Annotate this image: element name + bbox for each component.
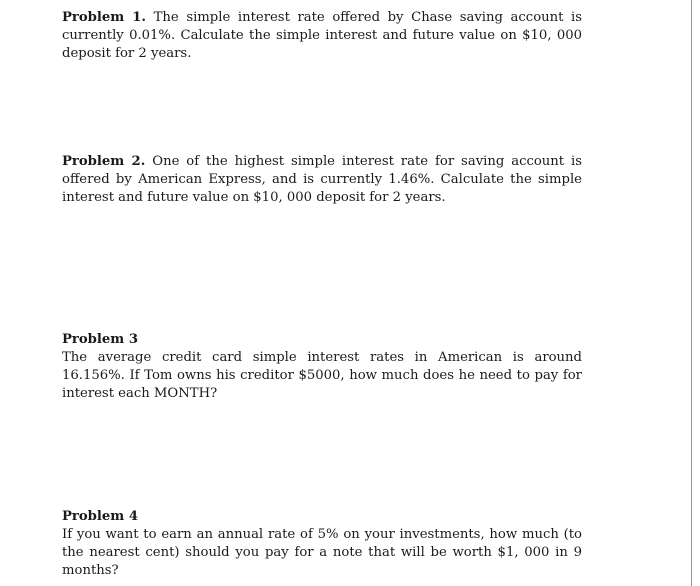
problem-1-text: The simple interest rate offered by Chase saving account is currently 0.01%. Calculate the simple interest and future value on $10, 000 deposit for 2 years.	[62, 10, 583, 61]
problem-2-text: One of the highest simple interest rate for saving account is offered by American Express, and is currently 1.46%. Calculate the simple interest and future value on $10, 000 deposit for 2 years.	[62, 154, 582, 205]
problem-4-text: If you want to earn an annual rate of 5% on your investments, how much (to the nearest cent) should you pay for a note that will be worth $1, 000 in 9 months?	[62, 527, 582, 578]
problem-1-title: Problem 1.	[62, 10, 147, 25]
problem-3-title: Problem 3	[62, 332, 139, 347]
problem-3-text: The average credit card simple interest rates in American is around 16.156%. If Tom owns his creditor $5000, how much does he need to pay for interest each MONTH?	[62, 350, 582, 401]
page-edge-divider	[691, 0, 692, 586]
problem-1	[62, 9, 582, 63]
problem-4	[62, 508, 582, 580]
problem-4-title: Problem 4	[62, 509, 139, 524]
problem-2-title: Problem 2.	[62, 154, 146, 169]
problem-2	[62, 153, 582, 207]
problem-3	[62, 331, 582, 403]
